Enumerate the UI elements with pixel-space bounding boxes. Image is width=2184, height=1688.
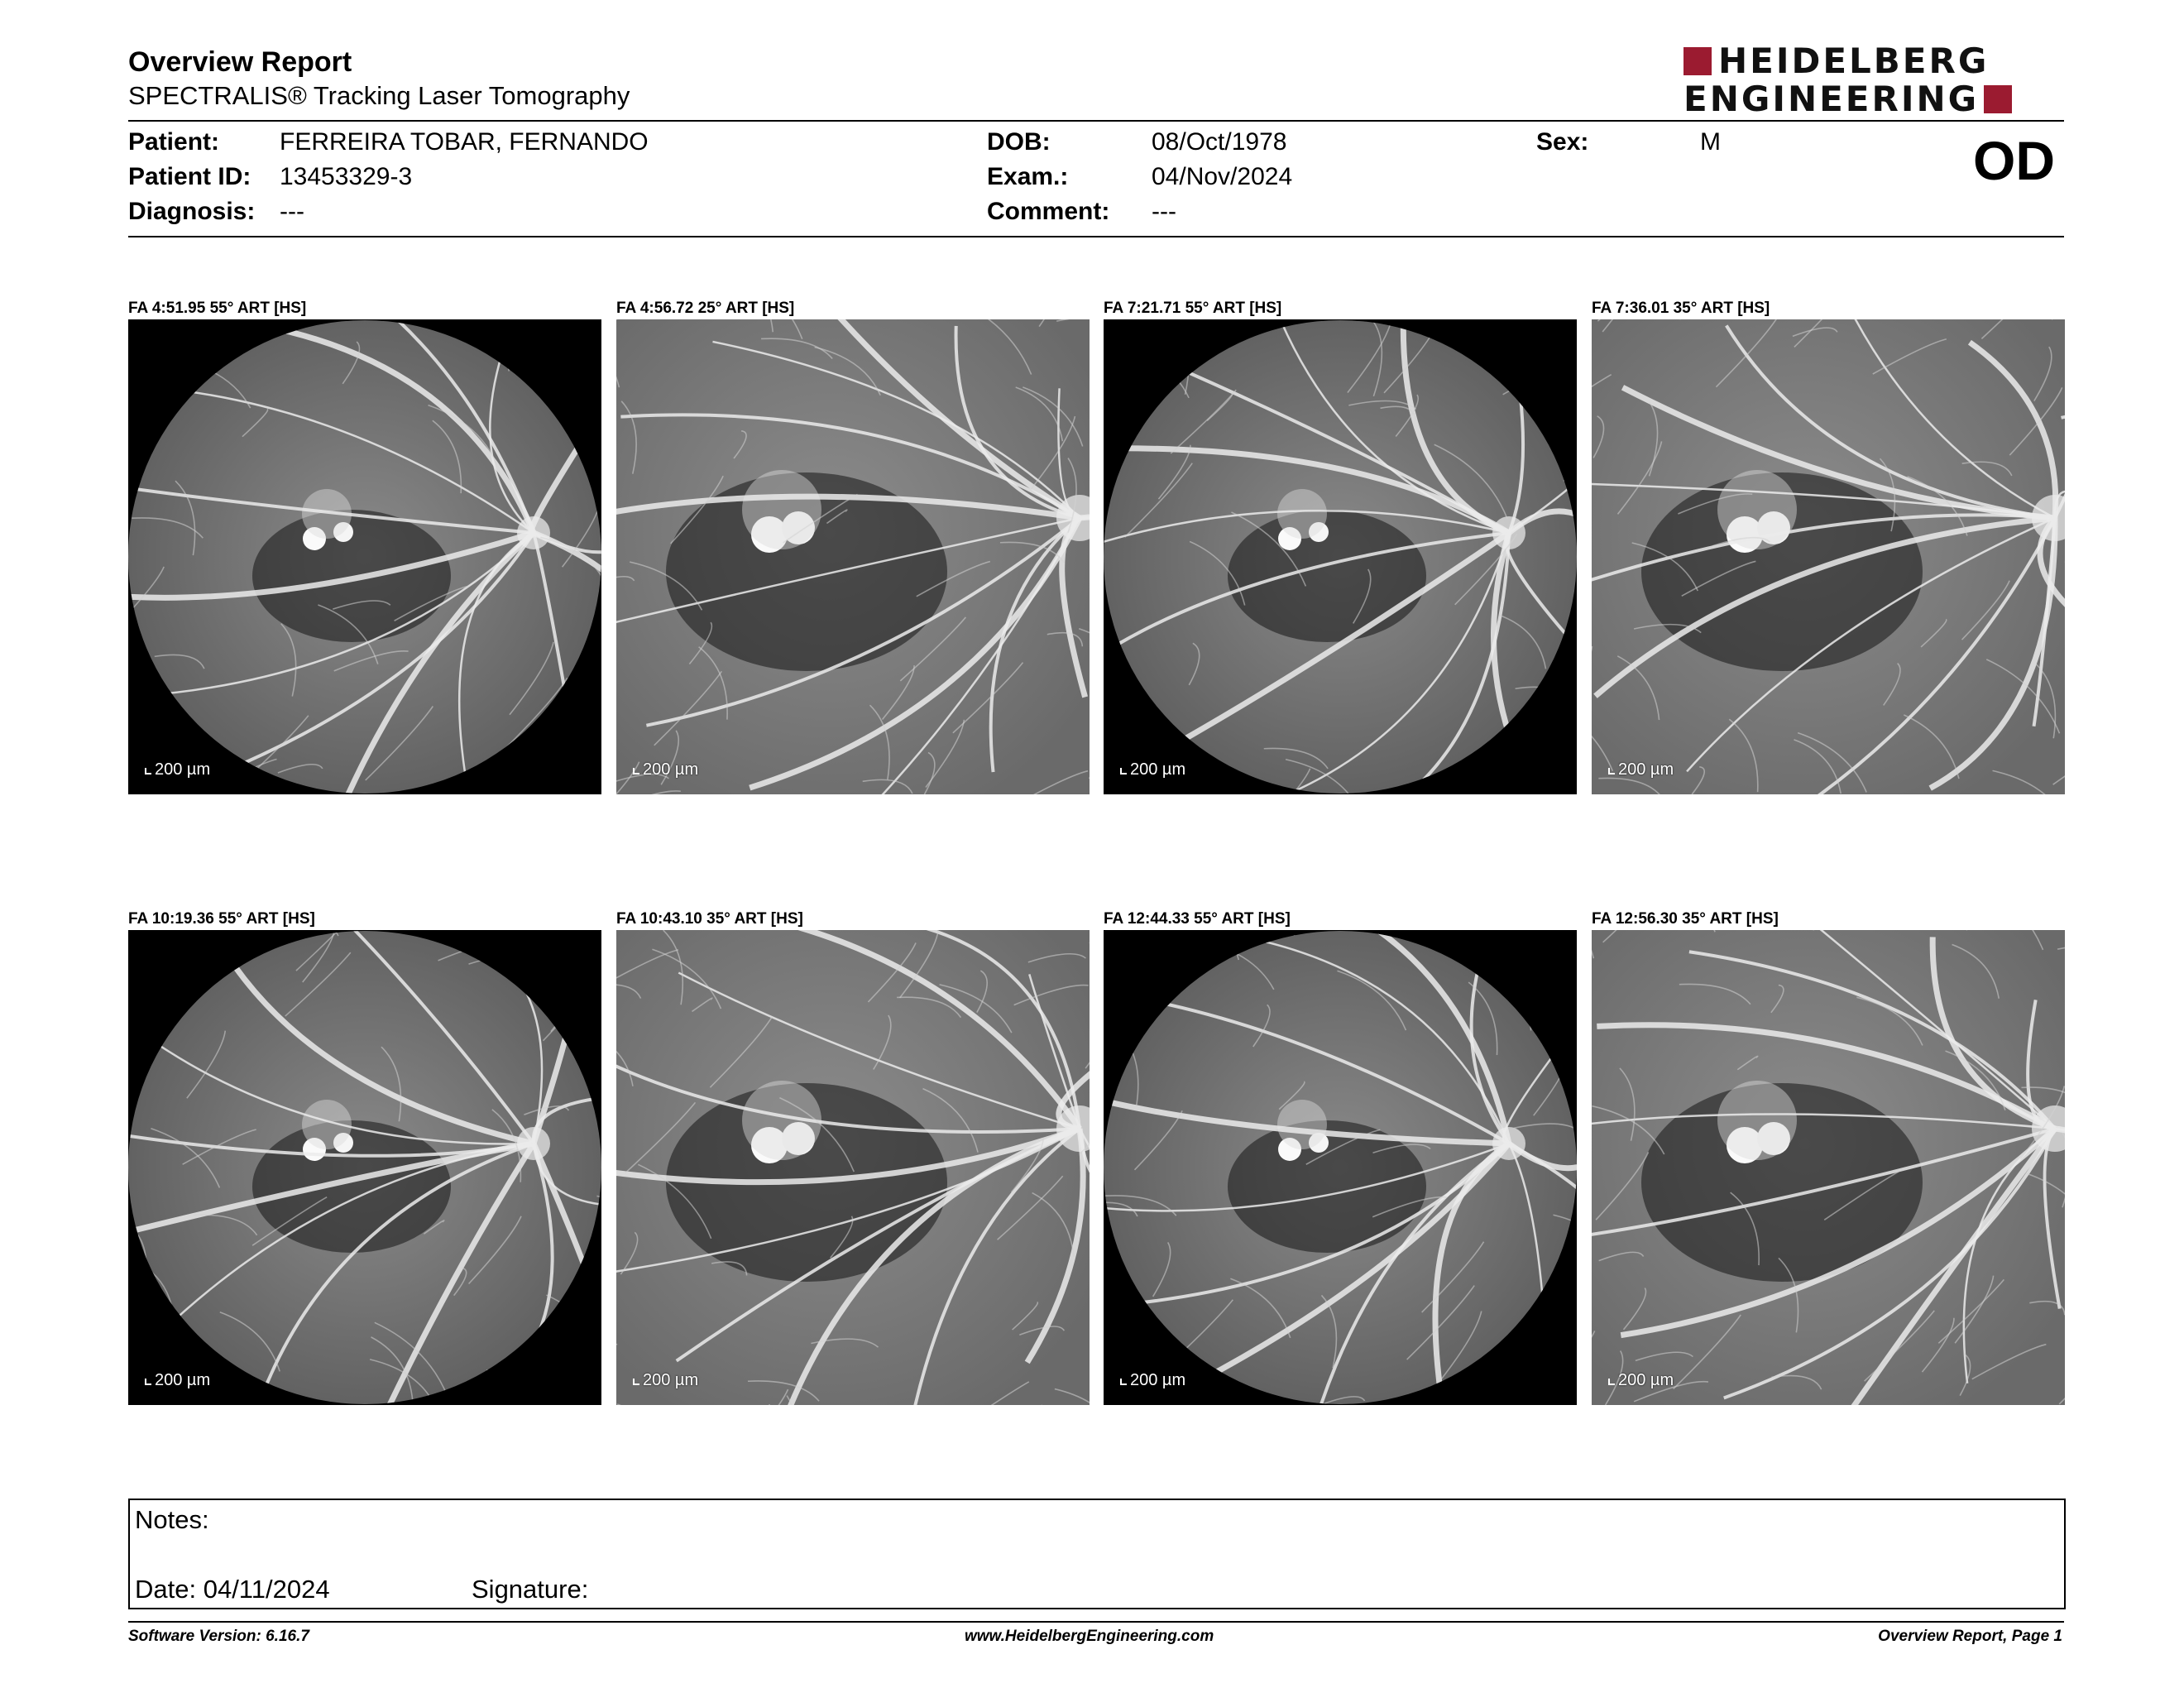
notes-box xyxy=(128,1499,2066,1609)
scale-bar xyxy=(145,760,210,779)
image-caption: FA 4:51.95 55° ART [HS] xyxy=(128,300,307,317)
scale-bar xyxy=(1608,1371,1674,1390)
header-divider xyxy=(128,120,2064,122)
report-title: Overview Report xyxy=(128,46,352,78)
heidelberg-logo xyxy=(1684,41,2064,119)
diagnosis-label: Diagnosis: xyxy=(128,198,256,225)
scale-bar-label: 200 µm xyxy=(643,760,699,779)
scale-bar-icon xyxy=(633,768,639,774)
comment-value: --- xyxy=(1152,198,1176,225)
patient-id-label: Patient ID: xyxy=(128,163,251,190)
scale-bar-icon xyxy=(145,1379,151,1385)
scale-bar-label: 200 µm xyxy=(155,760,211,779)
exam-label: Exam.: xyxy=(987,163,1069,190)
dob-value: 08/Oct/1978 xyxy=(1152,128,1287,156)
page-number: Overview Report, Page 1 xyxy=(1878,1628,2062,1645)
fundus-angiogram-image xyxy=(128,319,601,794)
image-caption: FA 10:19.36 55° ART [HS] xyxy=(128,910,315,928)
footer-divider xyxy=(128,1621,2064,1623)
scale-bar-icon xyxy=(145,768,151,774)
scale-bar xyxy=(1120,1371,1185,1390)
scale-bar-label: 200 µm xyxy=(1618,1371,1674,1389)
image-caption: FA 7:21.71 55° ART [HS] xyxy=(1104,300,1282,317)
fundus-angiogram-image xyxy=(1104,319,1577,794)
scale-bar xyxy=(633,1371,698,1390)
scale-bar xyxy=(145,1371,210,1390)
logo-square-icon xyxy=(1684,47,1712,75)
scale-bar-icon xyxy=(1608,1379,1615,1385)
logo-square-icon xyxy=(1984,85,2012,113)
dob-label: DOB: xyxy=(987,128,1051,156)
sex-value: M xyxy=(1700,128,1721,156)
image-caption: FA 7:36.01 35° ART [HS] xyxy=(1592,300,1770,317)
image-caption: FA 12:56.30 35° ART [HS] xyxy=(1592,910,1779,928)
notes-label: Notes: xyxy=(135,1505,209,1534)
comment-label: Comment: xyxy=(987,198,1110,225)
scale-bar xyxy=(1120,760,1185,779)
software-version: Software Version: 6.16.7 xyxy=(128,1628,309,1645)
fundus-angiogram-image xyxy=(1592,930,2065,1405)
logo-text-line1: HEIDELBERG xyxy=(1718,41,1990,81)
image-caption: FA 10:43.10 35° ART [HS] xyxy=(616,910,803,928)
logo-text-line2: ENGINEERING xyxy=(1684,79,1980,119)
exam-value: 04/Nov/2024 xyxy=(1152,163,1293,190)
date-label: Date: 04/11/2024 xyxy=(135,1575,330,1604)
scale-bar-icon xyxy=(1120,768,1127,774)
scale-bar xyxy=(1608,760,1674,779)
fundus-angiogram-image xyxy=(616,930,1090,1405)
scale-bar xyxy=(633,760,698,779)
report-subtitle: SPECTRALIS® Tracking Laser Tomography xyxy=(128,81,630,110)
eye-laterality: OD xyxy=(1973,130,2055,191)
scale-bar-label: 200 µm xyxy=(1130,1371,1186,1389)
diagnosis-value: --- xyxy=(280,198,304,225)
scale-bar-label: 200 µm xyxy=(643,1371,699,1389)
website-link[interactable]: www.HeidelbergEngineering.com xyxy=(965,1628,1214,1645)
image-caption: FA 4:56.72 25° ART [HS] xyxy=(616,300,795,317)
scale-bar-label: 200 µm xyxy=(1618,760,1674,779)
patient-divider xyxy=(128,236,2064,237)
scale-bar-label: 200 µm xyxy=(1130,760,1186,779)
fundus-angiogram-image xyxy=(616,319,1090,794)
scale-bar-label: 200 µm xyxy=(155,1371,211,1389)
fundus-angiogram-image xyxy=(1592,319,2065,794)
image-caption: FA 12:44.33 55° ART [HS] xyxy=(1104,910,1291,928)
fundus-angiogram-image xyxy=(128,930,601,1405)
patient-name: FERREIRA TOBAR, FERNANDO xyxy=(280,128,649,156)
scale-bar-icon xyxy=(633,1379,639,1385)
scale-bar-icon xyxy=(1120,1379,1127,1385)
patient-label: Patient: xyxy=(128,128,220,156)
sex-label: Sex: xyxy=(1536,128,1589,156)
fundus-angiogram-image xyxy=(1104,930,1577,1405)
scale-bar-icon xyxy=(1608,768,1615,774)
signature-label: Signature: xyxy=(472,1575,589,1604)
patient-id: 13453329-3 xyxy=(280,163,413,190)
